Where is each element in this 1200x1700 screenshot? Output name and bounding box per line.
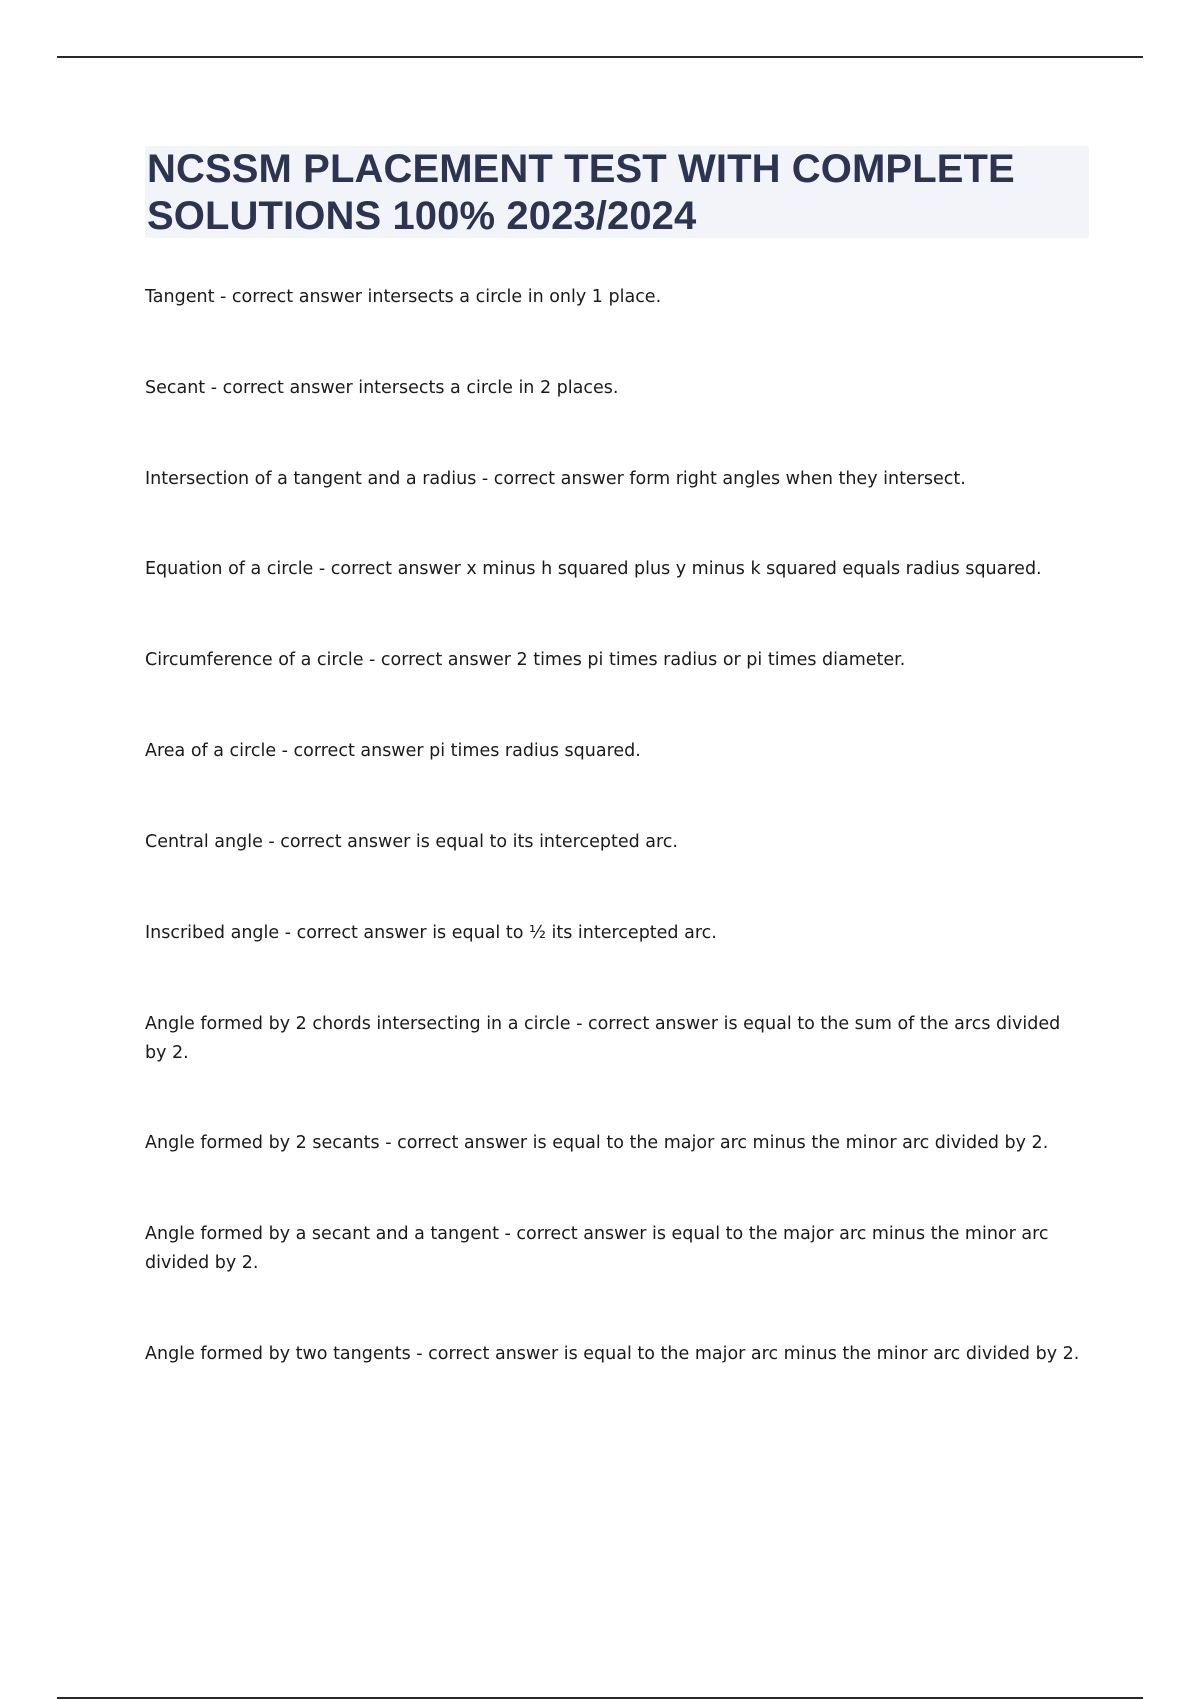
qa-entry: Intersection of a tangent and a radius - correct answer form right angles when they intersect. [145, 469, 966, 489]
qa-entry: Inscribed angle - correct answer is equal to ½ its intercepted arc. [145, 923, 717, 943]
qa-entry: Angle formed by 2 chords intersecting in a circle - correct answer is equal to the sum of the arcs divided by 2. [145, 1014, 1061, 1063]
qa-entry: Central angle - correct answer is equal to its intercepted arc. [145, 832, 678, 852]
qa-entry: Equation of a circle - correct answer x minus h squared plus y minus k squared equals radius squared. [145, 559, 1042, 579]
qa-entry: Angle formed by two tangents - correct answer is equal to the major arc minus the minor arc divided by 2. [145, 1344, 1080, 1364]
qa-entry: Angle formed by 2 secants - correct answer is equal to the major arc minus the minor arc divided by 2. [145, 1133, 1049, 1153]
qa-entry: Area of a circle - correct answer pi times radius squared. [145, 741, 641, 761]
top-divider [57, 56, 1143, 58]
bottom-divider [57, 1697, 1143, 1699]
qa-entry: Angle formed by a secant and a tangent - correct answer is equal to the major arc minus the minor arc divided by 2. [145, 1224, 1049, 1273]
title-block [145, 146, 1089, 238]
page-title: NCSSM PLACEMENT TEST WITH COMPLETE SOLUTIONS 100% 2023/2024 [147, 147, 1015, 238]
qa-entry: Tangent - correct answer intersects a circle in only 1 place. [145, 287, 662, 307]
qa-entry: Secant - correct answer intersects a circle in 2 places. [145, 378, 619, 398]
qa-entry: Circumference of a circle - correct answer 2 times pi times radius or pi times diameter. [145, 650, 906, 670]
